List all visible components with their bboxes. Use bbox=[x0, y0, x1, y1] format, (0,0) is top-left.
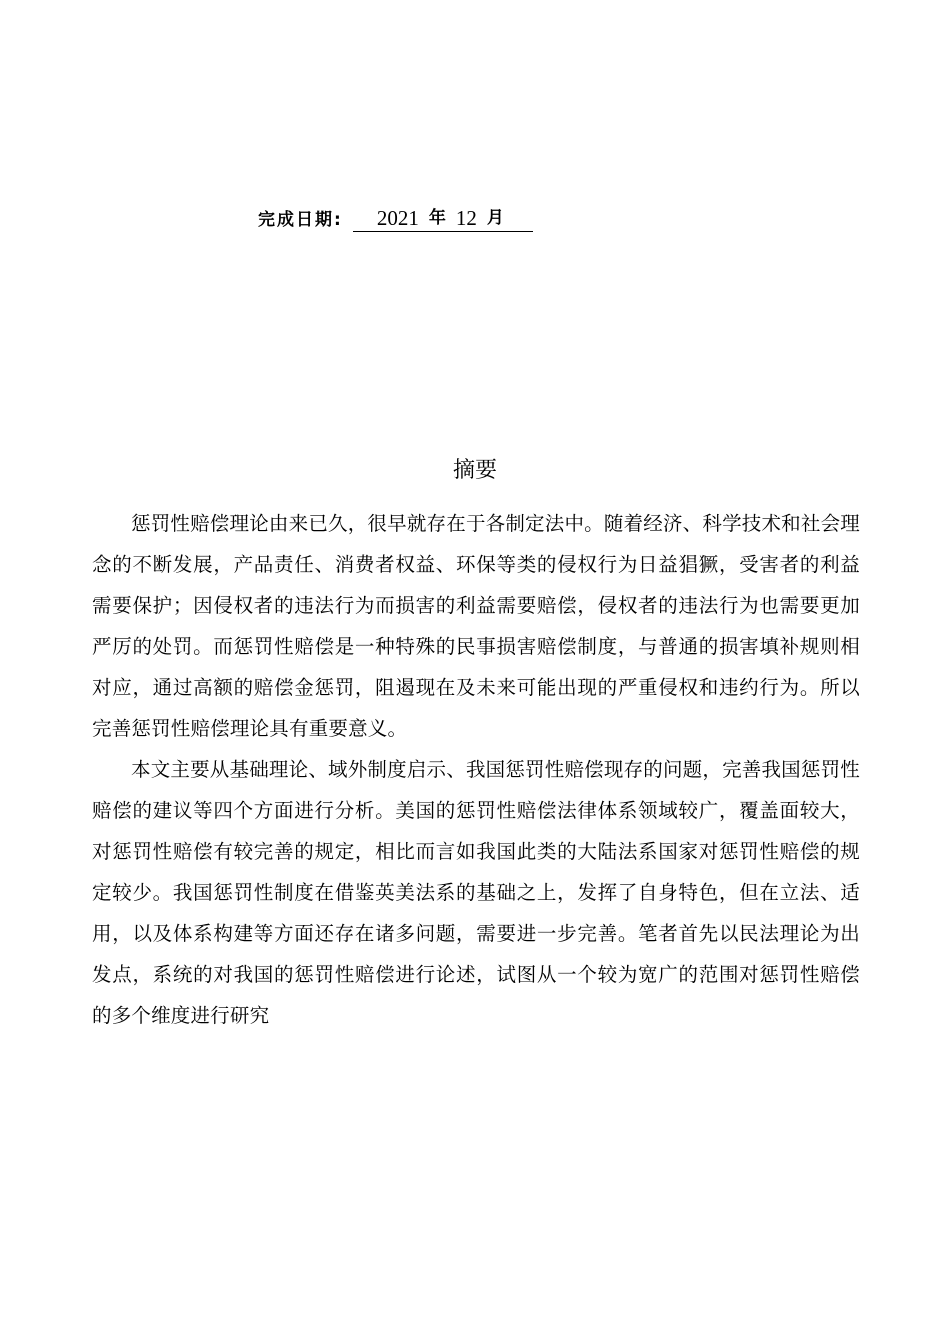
completion-month-unit: 月 bbox=[486, 208, 504, 228]
completion-date bbox=[258, 202, 533, 232]
completion-date-value bbox=[353, 204, 533, 232]
completion-year-unit: 年 bbox=[428, 208, 446, 228]
completion-year: 2021 bbox=[376, 206, 419, 230]
completion-month: 12 bbox=[455, 206, 477, 230]
abstract-body bbox=[92, 503, 860, 1036]
abstract-title: 摘要 bbox=[452, 458, 497, 483]
abstract-paragraph: 惩罚性赔偿理论由来已久，很早就存在于各制定法中。随着经济、科学技术和社会理念的不断发展，产品责任、消费者权益、环保等类的侵权行为日益猖獗，受害者的利益需要保护；因侵权者的违法行为而损害的利益需要赔偿，侵权者的违法行为也需要更加严厉的处罚。而惩罚性赔偿是一种特殊的民事损害赔偿制度，与普通的损害填补规则相对应，通过高额的赔偿金惩罚，阻遏现在及未来可能出现的严重侵权和违约行为。所以完善惩罚性赔偿理论具有重要意义。 bbox=[92, 512, 860, 740]
completion-date-label: 完成日期: bbox=[258, 210, 343, 230]
abstract-paragraph: 本文主要从基础理论、域外制度启示、我国惩罚性赔偿现存的问题，完善我国惩罚性赔偿的建议等四个方面进行分析。美国的惩罚性赔偿法律体系领域较广，覆盖面较大，对惩罚性赔偿有较完善的规定，相比而言如我国此类的大陆法系国家对惩罚性赔偿的规定较少。我国惩罚性制度在借鉴英美法系的基础之上，发挥了自身特色，但在立法、适用，以及体系构建等方面还存在诸多问题，需要进一步完善。笔者首先以民法理论为出发点，系统的对我国的惩罚性赔偿进行论述，试图从一个较为宽广的范围对惩罚性赔偿的多个维度进行研究 bbox=[92, 758, 860, 1027]
